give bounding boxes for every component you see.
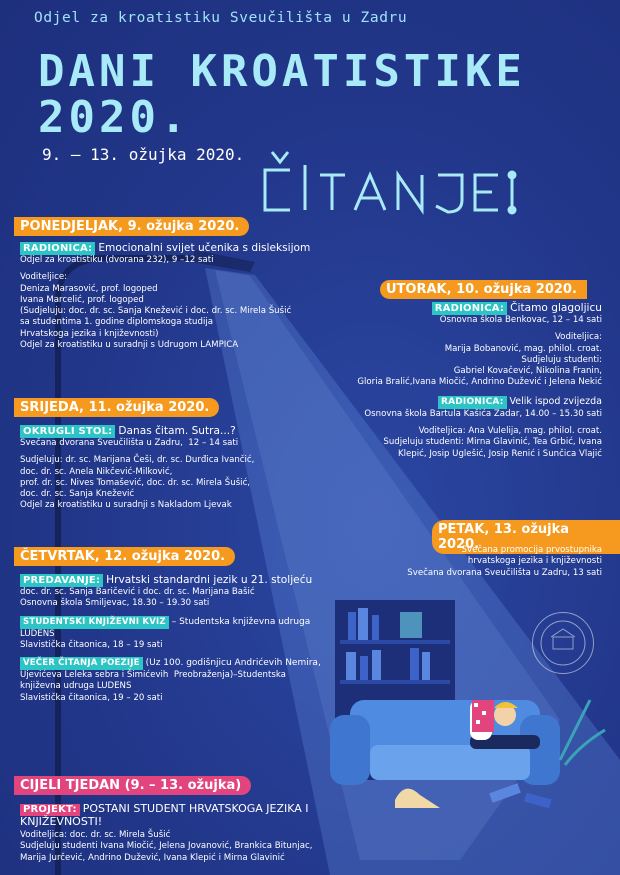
monday-event xyxy=(20,242,314,255)
slogan-text xyxy=(268,156,512,212)
tuesday-event-2 xyxy=(302,395,602,409)
thursday-section xyxy=(14,545,344,704)
thursday-day-label: ČETVRTAK, 12. ožujka 2020. xyxy=(14,547,235,566)
tuesday-day-label: UTORAK, 10. ožujka 2020. xyxy=(380,280,587,299)
thursday-tag-2: STUDENTSKI KNJIŽEVNI KVIZ xyxy=(20,616,169,629)
wednesday-event xyxy=(20,425,324,438)
tuesday-section xyxy=(302,302,602,460)
organizer-line: Odjel za kroatistiku Sveučilišta u Zadru xyxy=(34,10,408,26)
monday-tag: RADIONICA: xyxy=(20,242,95,255)
thursday-tag-3: VEČER ČITANJA POEZIJE xyxy=(20,657,143,670)
wednesday-venue: Svečana dvorana Sveučilišta u Zadru, 12 – 14 sati xyxy=(20,438,239,448)
tuesday-venue-1: Osnovna škola Benkovac, 12 – 14 sati xyxy=(439,315,602,325)
friday-details: Svečana promocija prvostupnika hrvatskoga jezika i književnosti Svečana dvorana Sveučilišta u Zadru, 13 sati xyxy=(407,545,602,578)
tuesday-venue-2: Osnovna škola Bartula Kašića Zadar, 14.00 – 15.30 sati xyxy=(364,408,602,419)
wednesday-day-label: SRIJEDA, 11. ožujka 2020. xyxy=(14,398,219,417)
thursday-event-2-title: – Studentska književna udruga xyxy=(171,616,311,627)
wednesday-tag: OKRUGLI STOL: xyxy=(20,425,115,438)
university-seal xyxy=(532,612,594,674)
week-event-title: POSTANI STUDENT HRVATSKOGA JEZIKA I KNJIŽEVNOSTI! xyxy=(20,802,309,828)
thursday-event-2 xyxy=(20,616,344,629)
tuesday-details-2: Voditeljica: Ana Vulelija, mag. philol. croat. Sudjeluju studenti: Mirna Glavinić, Tea Grbić, Ivana Klepić, Josip Uglešić, Josip Renić i Sunčica Vlajić xyxy=(383,426,602,459)
week-tag: PROJEKT: xyxy=(20,804,80,816)
event-year: 2020. xyxy=(38,92,191,143)
tuesday-event-1-title: Čitamo glagoljicu xyxy=(510,302,602,314)
event-title: DANI KROATISTIKE xyxy=(38,46,526,97)
monday-details: Voditeljice: Deniza Marasović, prof. logoped Ivana Marcelić, prof. logoped (Sudjeluju: doc. dr. sc. Sanja Knežević i doc. dr. sc. Mirela Šušić sa studentima 1. godine diplomskoga studija Hrvatskoga jezika i književnosti) Odjel za kroatistiku u suradnji s Udrugom LAMPICA xyxy=(20,272,292,351)
week-section xyxy=(14,774,374,864)
wednesday-details: Sudjeluju: dr. sc. Marijana Češi, dr. sc. Durđica Ivančić, doc. dr. sc. Anela Nikčević-Milković, prof. dr. sc. Nives Tomašević, doc. dr. sc. Mirela Šušić, doc. dr. sc. Sanja Knežević Odjel za kroatistiku u suradnji s Nakladom Ljevak xyxy=(20,455,255,511)
tuesday-day-wrap xyxy=(380,278,587,299)
tuesday-tag-1: RADIONICA: xyxy=(432,302,507,315)
week-day-label: CIJELI TJEDAN (9. – 13. ožujka) xyxy=(14,776,251,795)
event-dates: 9. – 13. ožujka 2020. xyxy=(42,145,245,164)
thursday-details-1: doc. dr. sc. Sanja Baričević i doc. dr. sc. Marijana Bašić Osnovna škola Smiljevac, 18.30 – 19.30 sati xyxy=(20,587,255,609)
thursday-details-2: LUDENS Slavistička čitaonica, 18 – 19 sati xyxy=(20,628,163,650)
thursday-event-3-title: (Uz 100. godišnjicu Andrićevih Nemira, xyxy=(145,658,321,669)
tuesday-event-1 xyxy=(302,302,602,315)
thursday-event-1-title: Hrvatski standardni jezik u 21. stoljeću xyxy=(106,574,313,586)
week-event xyxy=(20,803,374,828)
wednesday-event-title: Danas čitam. Sutra...? xyxy=(118,425,236,437)
friday-day-label: PETAK, 13. ožujka 2020. xyxy=(432,520,620,554)
thursday-event-3 xyxy=(20,657,344,670)
monday-venue: Odjel za kroatistiku (dvorana 232), 9 –12 sati xyxy=(20,255,214,265)
seal-icon xyxy=(533,613,593,673)
monday-event-title: Emocionalni svijet učenika s disleksijom xyxy=(98,242,311,254)
monday-day-label: PONEDJELJAK, 9. ožujka 2020. xyxy=(14,217,249,236)
week-details: Voditeljica: doc. dr. sc. Mirela Šušić Sudjeluju studenti Ivana Miočić, Jelena Jovanović, Brankica Bitunjac, Marija Jurčević, Andrino Dužević, Ivana Klepić i Mirna Glavinić xyxy=(20,830,313,863)
thursday-details-3: Ujevićeva Leleka sebra i Šimićevih Preobraženja)–Studentska književna udruga LUDENS Slavistička čitaonica, 19 – 20 sati xyxy=(20,670,286,703)
tuesday-event-2-title: Velik ispod zvijezda xyxy=(509,395,602,407)
tuesday-tag-2: RADIONICA: xyxy=(438,396,507,409)
tuesday-details-1: Voditeljica: Marija Bobanović, mag. philol. croat. Sudjeluju studenti: Gabriel Kovačević, Nikolina Franin, Gloria Bralić,Ivana Miočić, Andrino Dužević i Jelena Nekić xyxy=(357,332,602,388)
thursday-event-1 xyxy=(20,574,344,587)
thursday-tag-1: PREDAVANJE: xyxy=(20,574,103,587)
monday-section xyxy=(14,215,314,351)
wednesday-section xyxy=(14,396,324,512)
